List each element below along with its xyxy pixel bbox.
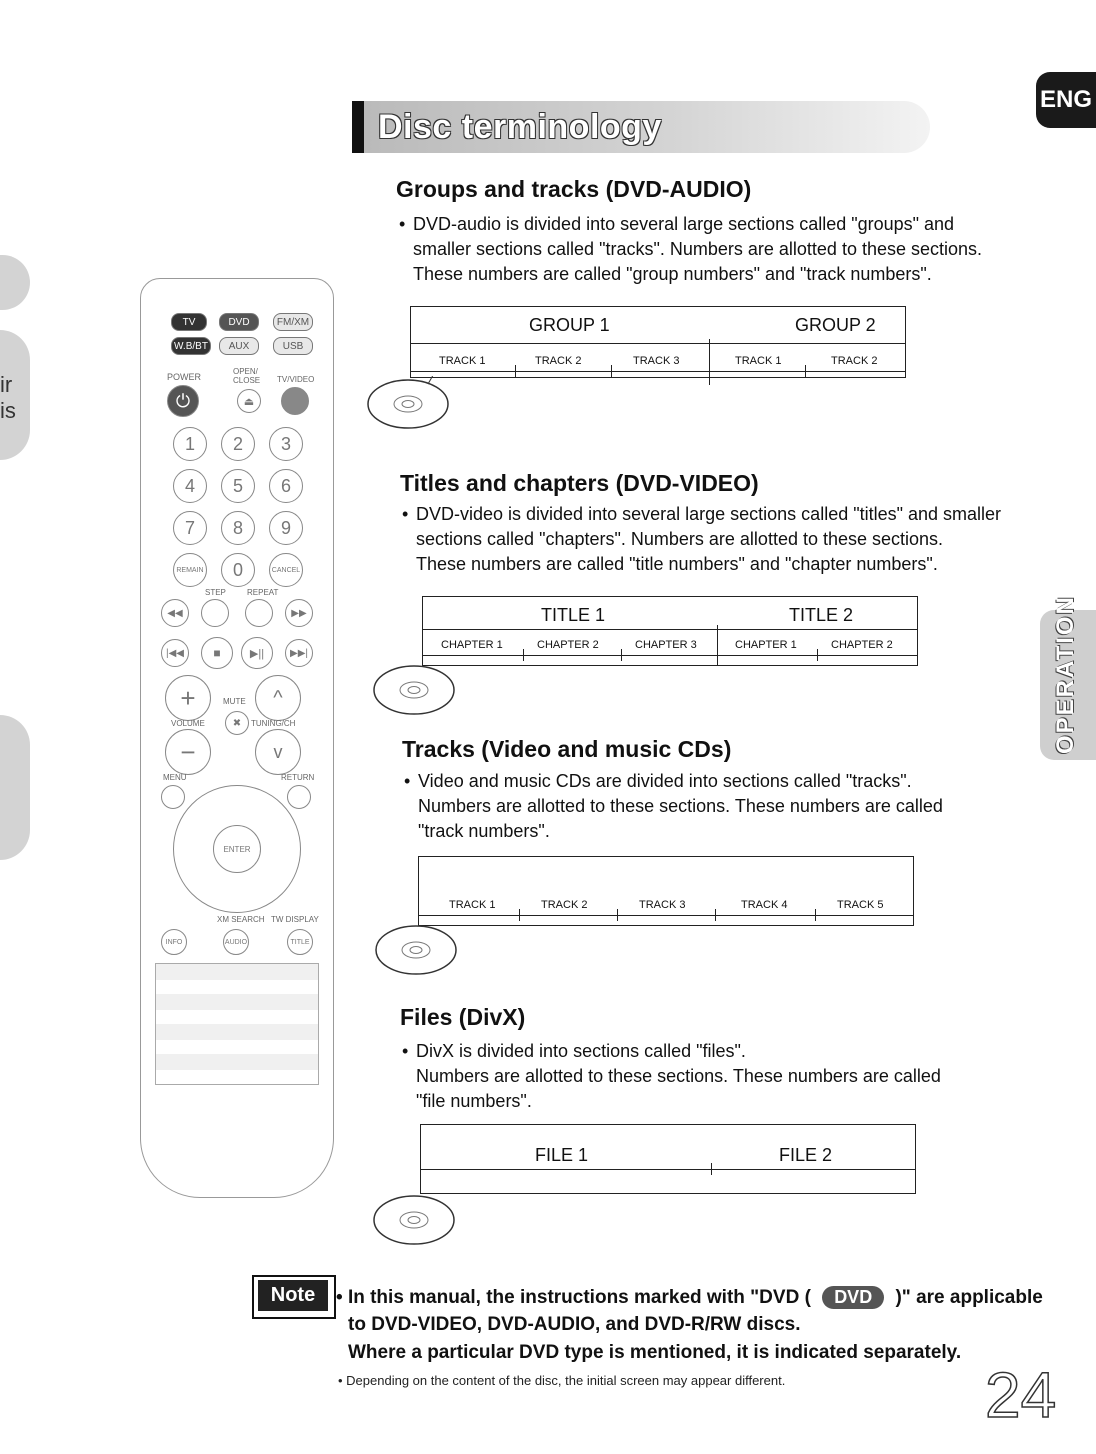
channel-down-icon: v <box>255 729 301 775</box>
text-line: DVD-audio is divided into several large sections called "groups" and <box>413 214 955 234</box>
remote-usb-button: USB <box>273 337 313 355</box>
remote-digit-8: 8 <box>221 511 255 545</box>
bullet: • <box>402 504 409 524</box>
remote-remain: REMAIN <box>173 553 207 587</box>
left-edge-deco-top <box>0 255 30 310</box>
remote-title: TITLE <box>287 929 313 955</box>
remote-volume-label: VOLUME <box>171 719 205 728</box>
next-icon: ▶▶| <box>285 639 313 667</box>
page-number: 24 <box>985 1359 1057 1431</box>
remote-digit-4: 4 <box>173 469 207 503</box>
volume-down-icon: − <box>165 729 211 775</box>
diagram-label: TRACK 1 <box>449 899 496 911</box>
disc-icon <box>372 1192 468 1246</box>
diagram-titles <box>422 596 918 666</box>
note-small-line: Depending on the content of the disc, the initial screen may appear different. <box>346 1373 786 1388</box>
text-line: These numbers are called "group numbers" and "track numbers". <box>413 264 932 284</box>
diagram-label: CHAPTER 2 <box>831 639 893 651</box>
repeat-icon <box>245 599 273 627</box>
remote-digit-7: 7 <box>173 511 207 545</box>
section-text-files <box>402 1039 996 1114</box>
text-line: "track numbers". <box>418 821 550 841</box>
diagram-divider <box>711 1163 712 1175</box>
section-heading-cds: Tracks (Video and music CDs) <box>402 736 732 762</box>
bullet: • <box>404 771 411 791</box>
language-tab: ENG <box>1036 72 1096 128</box>
text-line: "file numbers". <box>416 1091 532 1111</box>
text-line: smaller sections called "tracks". Numbers are allotted to these sections. <box>413 239 983 259</box>
dvd-badge-icon: DVD <box>822 1286 884 1309</box>
text-line: These numbers are called "title numbers" and "chapter numbers". <box>416 554 938 574</box>
remote-repeat-label: REPEAT <box>247 588 279 597</box>
diagram-line <box>411 343 905 344</box>
diagram-divider <box>611 365 612 377</box>
remote-return-label: RETURN <box>281 773 315 782</box>
remote-open-close-label: OPEN/ CLOSE <box>233 367 261 385</box>
tv-video-icon <box>281 387 309 415</box>
diagram-divider <box>817 649 818 661</box>
diagram-label: FILE 2 <box>779 1145 833 1165</box>
diagram-label: TRACK 1 <box>439 355 486 367</box>
diagram-label: GROUP 2 <box>795 315 876 335</box>
remote-wb-button: W.B/BT <box>171 337 211 355</box>
diagram-label: CHAPTER 3 <box>635 639 697 651</box>
remote-dvd-button: DVD <box>219 313 259 331</box>
section-tab-label: OPERATION <box>1052 595 1079 754</box>
disc-icon <box>372 662 468 716</box>
section-heading-titles: Titles and chapters (DVD-VIDEO) <box>400 470 759 496</box>
text-line: DVD-video is divided into several large sections called "titles" and smaller <box>416 504 1002 524</box>
text-line: sections called "chapters". Numbers are allotted to these sections. <box>416 529 944 549</box>
diagram-label: TRACK 2 <box>831 355 878 367</box>
diagram-label: TRACK 2 <box>535 355 582 367</box>
note-line-1-end: )" are applicable <box>895 1287 1043 1308</box>
remote-tv-button: TV <box>171 313 207 331</box>
remote-tv-video-label: TV/VIDEO <box>277 375 315 384</box>
diagram-label: TITLE 2 <box>789 605 854 625</box>
note-line-1 <box>240 1286 1043 1309</box>
diagram-divider <box>805 365 806 377</box>
diagram-divider <box>523 649 524 661</box>
section-text-titles <box>402 502 1036 577</box>
note-label: Note <box>258 1280 328 1311</box>
diagram-label: TRACK 3 <box>633 355 680 367</box>
diagram-divider <box>709 339 710 385</box>
remote-fm-button: FM/XM <box>273 313 313 331</box>
remote-cancel: CANCEL <box>269 553 303 587</box>
play-pause-icon: ▶|| <box>241 637 273 669</box>
diagram-cd-tracks <box>418 856 914 926</box>
diagram-line <box>419 915 913 916</box>
eject-icon: ⏏ <box>237 389 261 413</box>
diagram-divider <box>515 365 516 377</box>
remote-aux-button: AUX <box>219 337 259 355</box>
diagram-label: CHAPTER 1 <box>735 639 797 651</box>
diagram-divider <box>621 649 622 661</box>
channel-up-icon: ^ <box>255 675 301 721</box>
diagram-label: TRACK 3 <box>639 899 686 911</box>
remote-power-label: POWER <box>167 372 202 382</box>
stop-icon: ■ <box>201 637 233 669</box>
enter-button: ENTER <box>213 825 261 873</box>
diagram-label: TRACK 5 <box>837 899 884 911</box>
bullet: • <box>336 1287 343 1308</box>
menu-icon <box>161 785 185 809</box>
remote-digit-6: 6 <box>269 469 303 503</box>
diagram-divider <box>815 909 816 921</box>
diagram-label: TRACK 4 <box>741 899 788 911</box>
diagram-label: TRACK 1 <box>735 355 782 367</box>
fast-forward-icon: ▶▶ <box>285 599 313 627</box>
left-edge-text: ir is <box>0 372 16 423</box>
remote-tw-display-label: TW DISPLAY <box>271 915 319 924</box>
page-title: Disc terminology <box>378 108 662 146</box>
volume-up-icon: + <box>165 675 211 721</box>
remote-step-label: STEP <box>205 588 226 597</box>
remote-audio: AUDIO <box>223 929 249 955</box>
remote-digit-1: 1 <box>173 427 207 461</box>
diagram-divider <box>617 909 618 921</box>
remote-function-grid <box>155 963 319 1085</box>
remote-control-illustration <box>140 278 334 1198</box>
remote-digit-3: 3 <box>269 427 303 461</box>
diagram-label: CHAPTER 1 <box>441 639 503 651</box>
mute-icon: ✖ <box>225 711 249 735</box>
bullet: • <box>402 1041 409 1061</box>
remote-info: INFO <box>161 929 187 955</box>
text-line: Numbers are allotted to these sections. These numbers are called <box>418 796 943 816</box>
diagram-divider <box>717 625 718 665</box>
diagram-divider <box>715 909 716 921</box>
remote-digit-2: 2 <box>221 427 255 461</box>
remote-digit-9: 9 <box>269 511 303 545</box>
diagram-label: FILE 1 <box>535 1145 589 1165</box>
remote-xm-search-label: XM SEARCH <box>217 915 265 924</box>
left-edge-deco-bottom <box>0 715 30 860</box>
section-heading-files: Files (DivX) <box>400 1004 526 1030</box>
text-line: DivX is divided into sections called "files". <box>416 1041 746 1061</box>
note-line-3: Where a particular DVD type is mentioned, it is indicated separately. <box>348 1342 962 1363</box>
section-heading-groups: Groups and tracks (DVD-AUDIO) <box>396 176 752 202</box>
diagram-line <box>423 629 917 630</box>
previous-icon: |◀◀ <box>161 639 189 667</box>
diagram-label: TRACK 2 <box>541 899 588 911</box>
bullet: • <box>399 214 406 234</box>
section-text-cds <box>404 769 998 844</box>
step-icon <box>201 599 229 627</box>
remote-digit-0: 0 <box>221 553 255 587</box>
return-icon <box>287 785 311 809</box>
diagram-line <box>423 655 917 656</box>
note-line-1-start: In this manual, the instructions marked with "DVD ( <box>347 1287 811 1308</box>
section-header-bar <box>352 101 364 153</box>
disc-icon <box>374 922 470 976</box>
text-line: Numbers are allotted to these sections. These numbers are called <box>416 1066 941 1086</box>
disc-icon <box>366 376 462 430</box>
rewind-icon: ◀◀ <box>161 599 189 627</box>
diagram-line <box>421 1169 915 1170</box>
text-line: Video and music CDs are divided into sections called "tracks". <box>418 771 912 791</box>
diagram-label: GROUP 1 <box>529 315 610 335</box>
diagram-label: TITLE 1 <box>541 605 606 625</box>
power-icon: ⏻ <box>167 385 199 417</box>
remote-digit-5: 5 <box>221 469 255 503</box>
remote-mute-label: MUTE <box>223 697 246 706</box>
diagram-label: CHAPTER 2 <box>537 639 599 651</box>
diagram-files <box>420 1124 916 1194</box>
diagram-groups <box>410 306 906 378</box>
diagram-line <box>411 371 905 372</box>
note-line-2: to DVD-VIDEO, DVD-AUDIO, and DVD-R/RW discs. <box>348 1314 801 1335</box>
section-text-groups <box>399 212 1013 287</box>
note-small-text <box>338 1373 785 1388</box>
remote-tuning-label: TUNING/CH <box>251 719 296 728</box>
remote-menu-label: MENU <box>163 773 187 782</box>
diagram-divider <box>519 909 520 921</box>
bullet: • <box>338 1373 347 1388</box>
